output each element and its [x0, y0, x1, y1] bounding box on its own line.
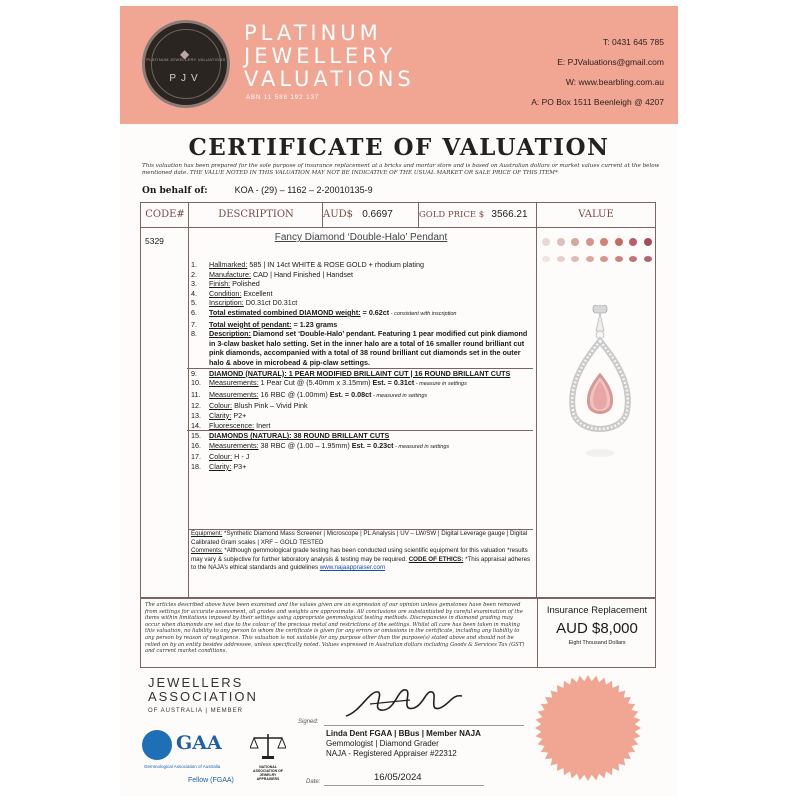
item-text: Inert	[254, 420, 271, 430]
comments-text: *Although gemmological grade testing has been conducted using scientific equipment for this valuation *results may vary & subjective for further laboratory analysis & testing may be required.	[191, 547, 528, 563]
item-label: DIAMOND (NATURAL): 1 PEAR MODIFIED BRILLAINT CUT | 16 ROUND BRILLANT CUTS	[209, 368, 511, 378]
contact-block	[531, 32, 664, 112]
description-item	[191, 289, 533, 299]
item-label: Condition:	[209, 288, 242, 298]
valuation-table	[140, 202, 656, 598]
appraiser-registration: NAJA - Registered Appraiser #22312	[326, 749, 457, 758]
item-number: 10.	[191, 378, 201, 388]
scales-icon	[250, 732, 286, 760]
swatch-dot	[600, 256, 608, 262]
date-label: Date:	[306, 779, 321, 785]
description-item	[191, 308, 533, 320]
item-text: Excellent	[241, 288, 273, 298]
swatch-dot	[542, 256, 550, 262]
gold-price-value: 3566.21	[491, 209, 528, 220]
gold-price-label: GOLD PRICE $	[419, 210, 485, 220]
header-description: DESCRIPTION	[189, 203, 323, 228]
description-item	[191, 390, 533, 402]
item-label: Colour:	[209, 401, 233, 411]
swatch-dot	[557, 238, 565, 246]
header-code: CODE#	[141, 203, 189, 228]
item-label: Clarity:	[209, 461, 232, 471]
swatch-dot	[615, 238, 623, 246]
naja-label: NATIONAL ASSOCIATION OF JEWELRY APPRAISERS	[253, 765, 283, 781]
description-item	[191, 441, 533, 453]
header-band	[120, 6, 678, 124]
insurance-box	[537, 599, 656, 667]
item-number: 1.	[191, 260, 197, 269]
item-text: D0.31ct D0.31ct	[243, 298, 298, 308]
description-item	[191, 411, 533, 421]
item-number: 7.	[191, 319, 197, 329]
colour-swatches	[539, 238, 655, 272]
description-item	[191, 369, 533, 379]
seal-icon	[534, 674, 642, 782]
item-text: P2+	[231, 410, 247, 420]
diamond-icon: ◆	[180, 47, 190, 61]
date-line	[324, 785, 484, 786]
description-item	[191, 329, 533, 367]
item-number: 18.	[191, 461, 201, 471]
gaa-subtitle: Gemmological Association of Australia	[144, 764, 221, 769]
item-text: = 1.23 grams	[291, 319, 338, 329]
header-gold-price	[419, 203, 537, 228]
item-estimate: Est. = 0.31ct	[372, 378, 415, 388]
naja-logo	[250, 732, 286, 781]
item-number: 17.	[191, 452, 201, 462]
web-text: W: www.bearbling.com.au	[565, 77, 664, 87]
brand-name	[244, 22, 415, 91]
logo-ring	[151, 29, 221, 99]
item-note: - measure in settings	[414, 381, 467, 388]
item-number: 8.	[191, 329, 197, 339]
swatch-dot	[600, 238, 608, 246]
gaa-emblem-icon	[142, 730, 172, 760]
header-value: VALUE	[537, 203, 655, 228]
ja-line: OF AUSTRALIA | MEMBER	[148, 708, 243, 714]
abn-number: ABN 11 588 192 137	[246, 95, 320, 101]
logo-letters: PJV	[169, 73, 203, 84]
description-item	[191, 378, 533, 390]
equipment-label: Equipment:	[191, 530, 223, 537]
equipment-text: *Synthetic Diamond Mass Screener | Microscope | PL Analysis | UV – LW/SW | Digital Leverage gauge | Digital Calibrated Gram scales | XRF – GOLD TESTED	[191, 530, 528, 546]
date-value: 16/05/2024	[374, 772, 422, 783]
description-item	[191, 260, 533, 270]
item-text: P3+	[231, 461, 247, 471]
swatch-dot	[644, 256, 652, 262]
swatch-dot	[629, 238, 637, 246]
item-text: Diamond set ‘Double-Halo’ pendant. Featuring 1 pear modified cut pink diamond in 3-claw basket halo setting. Set in the inner halo are a total of 16 smaller round brilliant cut pink diamonds, accompanied with a total of 38 round brilliant cut diamonds set in the outer halo & above in microbead & pip-claw settings.	[209, 329, 528, 367]
item-number: 4.	[191, 288, 197, 298]
description-item	[191, 462, 533, 472]
item-label: Colour:	[209, 452, 233, 462]
gaa-text: GAA	[176, 732, 222, 754]
item-text: 38 RBC @ (1.00 – 1.95mm)	[258, 440, 352, 450]
appraiser-details	[326, 729, 481, 759]
on-behalf-row	[142, 185, 373, 196]
description-item	[191, 320, 533, 330]
col-divider	[322, 203, 323, 227]
signature-line	[324, 725, 524, 726]
swatch-dot	[629, 256, 637, 262]
naja-link[interactable]: www.najaappraiser.com	[319, 564, 386, 571]
col-divider	[418, 203, 419, 227]
insurance-words: Eight Thousand Dollars	[568, 640, 626, 646]
item-text: CAD | Hand Finished | Handset	[250, 269, 353, 279]
brand-line: VALUATIONS	[244, 67, 415, 91]
item-label: Manufacture:	[209, 269, 251, 279]
item-number: 5.	[191, 298, 197, 308]
item-text: 16 RBC @ (1.00mm)	[258, 389, 330, 399]
item-label: Measurements:	[209, 378, 259, 388]
ethics-text: *This appraisal adheres to the NAJA’s ethical standards and guidelines	[191, 555, 531, 571]
insurance-label: Insurance Replacement	[546, 605, 648, 616]
item-note: - measured in settings	[371, 392, 428, 399]
description-item	[191, 421, 533, 431]
fellow-text: Fellow (FGAA)	[188, 777, 234, 784]
phone-text: T: 0431 645 785	[603, 37, 664, 47]
brand-line: JEWELLERY	[244, 44, 397, 68]
item-text: 585 | IN 14ct WHITE & ROSE GOLD + rhodium plating	[247, 260, 424, 269]
item-number: 6.	[191, 307, 197, 317]
swatch-dot	[557, 256, 565, 262]
item-label: Hallmarked:	[209, 260, 248, 269]
swatch-row-round	[539, 238, 655, 246]
ethics-label: CODE OF ETHICS:	[408, 555, 464, 563]
pjv-logo	[142, 20, 230, 108]
col-divider	[536, 203, 537, 597]
aud-value: 0.6697	[362, 209, 393, 220]
item-text: 1 Pear Cut @ (5.40mm x 3.15mm)	[258, 378, 373, 388]
on-behalf-value: KOA - (29) – 1162 – 2-20010135-9	[234, 185, 373, 195]
certificate-sheet	[120, 6, 678, 796]
aud-label: AUD$	[323, 209, 354, 220]
description-item	[191, 279, 533, 289]
swatch-dot	[571, 238, 579, 246]
item-label: Inscription:	[209, 298, 244, 308]
item-note: - consistent with inscription	[389, 310, 457, 317]
item-number: 2.	[191, 269, 197, 279]
swatch-dot	[586, 238, 594, 246]
item-title: Fancy Diamond ‘Double-Halo’ Pendant	[274, 232, 448, 243]
lower-disclaimer-text: The articles described above have been examined and the values given are an expression of our opinion unless gemstones have been removed from settings for accurate assessment, all grades and weights are approximate. All conclusions are substantiated by careful examination of the items within limitations imposed by their settings using appropriate gemmological testing methods. Discrepancies in diamond grading may occur when diamonds are set due to the colour of the precious metal and restrictions of the settings. Whilst all care has been taken in making this valuation, no liability to any person to whom the certificate is given for any errors or omissions in the certificate, including any liability to any person by reason of negligence. This valuation is not suitable for any purpose other than the purpose(s) stated above and should not be relied on by an entity besides addressee, unless specifically noted. Values expressed in Australian dollars including Goods & Services Tax (GST) and current market conditions.	[145, 602, 525, 655]
address-text: A: PO Box 1511 Beenleigh @ 4207	[531, 97, 664, 107]
item-number: 3.	[191, 279, 197, 289]
item-label: Total estimated combined DIAMOND weight:	[209, 307, 361, 317]
item-text: = 0.62ct	[360, 307, 390, 317]
signed-label: Signed:	[298, 719, 319, 725]
description-item	[191, 431, 533, 441]
description-list	[191, 260, 533, 471]
swatch-dot	[542, 238, 550, 246]
lower-disclaimer-box	[140, 598, 656, 668]
document-title: CERTIFICATE OF VALUATION	[188, 134, 610, 161]
ja-line: JEWELLERS	[148, 675, 244, 690]
item-label: Total weight of pendant:	[209, 319, 292, 329]
description-item	[191, 270, 533, 280]
appraiser-role: Gemmologist | Diamond Grader	[326, 739, 439, 748]
swatch-dot	[644, 238, 652, 246]
item-text: H - J	[232, 452, 250, 462]
item-number: 11.	[191, 389, 201, 399]
brand-line: PLATINUM	[244, 21, 382, 45]
item-text: Blush Pink – Vivid Pink	[232, 401, 308, 411]
appraiser-name: Linda Dent FGAA | BBus | Member NAJA	[326, 729, 481, 738]
top-disclaimer: This valuation has been prepared for the sole purpose of insurance replacement at a bricks and mortar store and is based on Australian dollars or market values current at the below mentioned date. THE VALUE NOTED IN THIS VALUATION MAY NOT BE INDICATIVE OF THE USUAL MARKET OR SALE PRICE OF THIS ITEM*	[142, 163, 660, 176]
item-number: 13.	[191, 410, 201, 420]
email-text: E: PJValuations@gmail.com	[557, 57, 664, 67]
item-estimate: Est. = 0.23ct	[351, 440, 394, 450]
item-number: 14.	[191, 420, 201, 430]
swatch-dot	[571, 256, 579, 262]
item-label: DIAMONDS (NATURAL): 38 ROUND BRILLANT CUTS	[209, 431, 390, 441]
swatch-dot	[615, 256, 623, 262]
description-item	[191, 401, 533, 411]
item-number: 16.	[191, 440, 201, 450]
swatch-row-pear	[539, 256, 655, 262]
item-label: Finish:	[209, 279, 231, 289]
item-label: Fluorescence:	[209, 420, 255, 430]
swatch-dot	[586, 256, 594, 262]
equipment-comments-block	[189, 529, 533, 573]
item-number: 12.	[191, 401, 201, 411]
item-note: - measured in settings	[393, 443, 450, 450]
item-number: 15.	[191, 431, 201, 441]
item-text: Polished	[230, 279, 260, 289]
description-item	[191, 298, 533, 308]
item-label: Clarity:	[209, 410, 232, 420]
ja-line: ASSOCIATION	[148, 689, 258, 704]
comments-label: Comments:	[191, 547, 223, 554]
logo-ring-text: PLATINUM JEWELLERY VALUATIONS	[146, 57, 226, 62]
item-label: Measurements:	[209, 389, 259, 399]
on-behalf-label: On behalf of:	[142, 186, 208, 196]
insurance-amount: AUD $8,000	[556, 620, 638, 637]
jewellers-association-logo	[148, 676, 258, 718]
item-number: 9.	[191, 368, 197, 378]
pendant-photo	[565, 305, 635, 465]
description-item	[191, 452, 533, 462]
item-estimate: Est. = 0.08ct	[329, 389, 372, 399]
header-aud	[323, 203, 419, 228]
item-code: 5329	[145, 236, 164, 246]
signature	[340, 682, 470, 724]
item-label: Measurements:	[209, 440, 259, 450]
item-label: Description:	[209, 329, 251, 339]
